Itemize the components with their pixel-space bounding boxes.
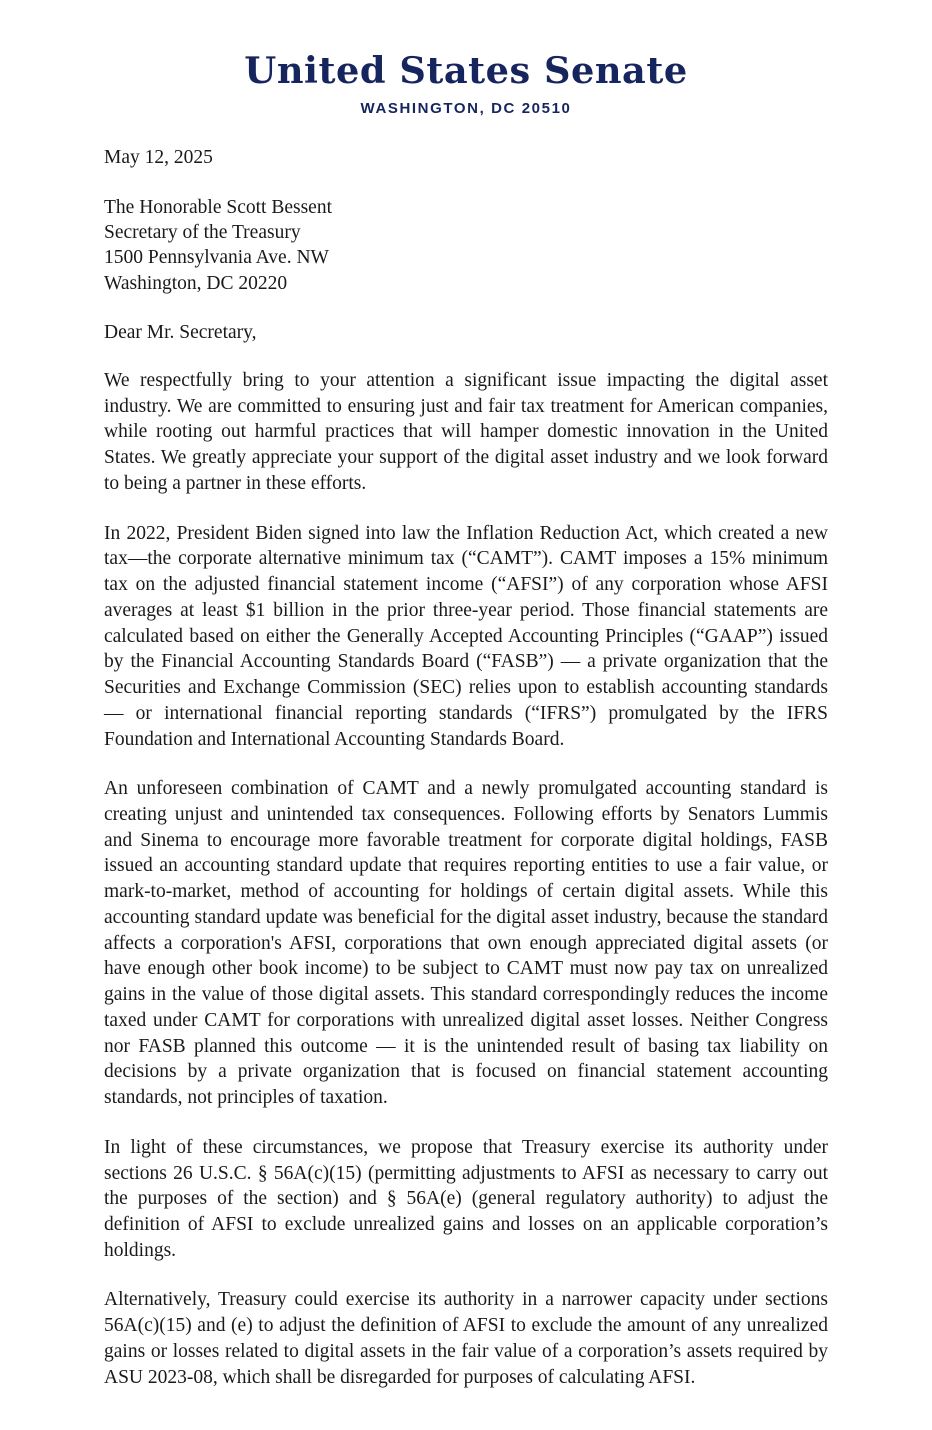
body-paragraph-4: In light of these circumstances, we propose that Treasury exercise its authority under sections 26 U.S.C. § 56A(c)(15) (permitting adjustments to AFSI as necessary to carry out the purposes of the section) and § 56A(e) (general regulatory authority) to adjust the definition of AFSI to exclude unrealized gains and losses on an applicable corporation’s holdings.: [104, 1136, 828, 1261]
senate-title: United States Senate: [244, 50, 688, 92]
addressee-line-4: Washington, DC 20220: [104, 272, 288, 294]
addressee-line-2: Secretary of the Treasury: [104, 221, 301, 243]
senate-subtitle: WASHINGTON, DC 20510: [360, 99, 572, 117]
body-paragraph-3: An unforeseen combination of CAMT and a newly promulgated accounting standard is creating unjust and unintended tax consequences. Following efforts by Senators Lummis and Sinema to encourage more favorable treatment for corporate digital holdings, FASB issued an accounting standard update that requires reporting entities to use a fair value, or mark-to-market, method of accounting for holdings of certain digital assets. While this accounting standard update was beneficial for the digital asset industry, because the standard affects a corporation's AFSI, corporations that own enough appreciated digital assets (or have enough other book income) to be subject to CAMT must now pay tax on unrealized gains in the value of those digital assets. This standard correspondingly reduces the income taxed under CAMT for corporations with unrealized digital asset losses. Neither Congress nor FASB planned this outcome — it is the unintended result of basing tax liability on decisions by a private organization that is focused on financial statement accounting standards, not principles of taxation.: [104, 778, 828, 1109]
letterhead: [104, 52, 828, 117]
letter-date: May 12, 2025: [104, 146, 213, 168]
body-paragraph-1: We respectfully bring to your attention a significant issue impacting the digital asset industry. We are committed to ensuring just and fair tax treatment for American companies, while rooting out harmful practices that will hamper domestic innovation in the United States. We greatly appreciate your support of the digital asset industry and we look forward to being a partner in these efforts.: [104, 369, 828, 494]
addressee-line-1: The Honorable Scott Bessent: [104, 196, 332, 218]
body-paragraph-5: Alternatively, Treasury could exercise its authority in a narrower capacity under sections 56A(c)(15) and (e) to adjust the definition of AFSI to exclude the amount of any unrealized gains or losses related to digital assets in the fair value of a corporation’s assets required by ASU 2023-08, which shall be disregarded for purposes of calculating AFSI.: [104, 1289, 828, 1388]
body-paragraph-2: In 2022, President Biden signed into law the Inflation Reduction Act, which created a new tax—the corporate alternative minimum tax (“CAMT”). CAMT imposes a 15% minimum tax on the adjusted financial statement income (“AFSI”) of any corporation whose AFSI averages at least $1 billion in the prior three-year period. Those financial statements are calculated based on either the Generally Accepted Accounting Principles (“GAAP”) issued by the Financial Accounting Standards Board (“FASB”) — a private organization that the Securities and Exchange Commission (SEC) relies upon to establish accounting standards — or international financial reporting standards (“IFRS”) promulgated by the IFRS Foundation and International Accounting Standards Board.: [104, 522, 828, 750]
salutation: Dear Mr. Secretary,: [104, 321, 257, 343]
addressee-block: [104, 195, 828, 296]
addressee-line-3: 1500 Pennsylvania Ave. NW: [104, 247, 329, 269]
